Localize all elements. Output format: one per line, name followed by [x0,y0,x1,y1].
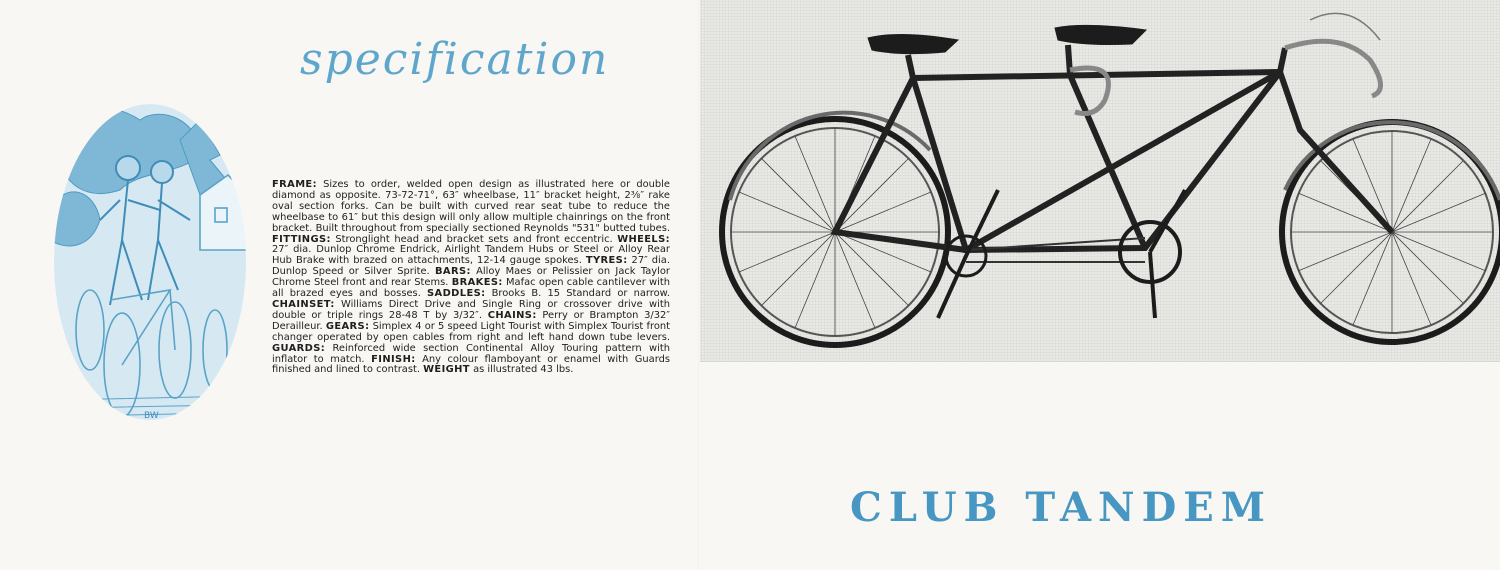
spec-text: 27″ dia. Dunlop Speed or Silver Sprite. [272,255,670,278]
spec-label: FRAME: [272,179,317,190]
spec-text: Mafac open cable cantilever with all brazed eyes and bosses. [272,277,670,300]
spec-text: Simplex 4 or 5 speed Light Tourist with Simplex Tourist front changer operated by open cables from right and left hand down tube levers. [272,320,670,343]
spec-label: TYRES: [585,255,628,267]
spec-label: SADDLES: [427,288,486,300]
spec-text: Alloy Maes or Pelissier on Jack Taylor Chrome Steel front and rear Stems. [272,266,670,289]
spec-text: as illustrated 43 lbs. [469,364,574,376]
spec-text: Any colour flamboyant or enamel with Guards finished and lined to contrast. [272,353,670,376]
spec-label: GEARS: [325,320,370,332]
spec-label: FINISH: [371,353,416,365]
spec-text: Stronglight head and bracket sets and front eccentric. [330,233,618,245]
specification-text [272,180,670,376]
spec-text: 27″ dia. Dunlop Chrome Endrick, Airlight Tandem Hubs or Steel or Alloy Rear Hub Brake with brazed on attachments, 12-14 gauge spokes. [272,244,670,267]
spec-text: Brooks B. 15 Standard or narrow. [485,288,670,300]
spec-label: BRAKES: [451,277,503,289]
spec-label: WEIGHT [423,364,470,376]
tandem-photo [700,0,1500,362]
model-title: CLUB TANDEM [850,484,1273,531]
tandem-bicycle-image [700,0,1500,362]
spec-label: GUARDS: [272,342,326,354]
spec-label: FITTINGS: [272,233,331,245]
illustration-signature: BW [144,411,159,421]
spec-label: BARS: [435,266,471,278]
specification-heading: specification [300,34,610,85]
spec-text: Sizes to order, welded open design as illustrated here or double diamond as opposite. 73-72-71°, 63″ wheelbase, 11″ bracket height, 2⅜″ rake oval section forks. Can be built with curved rear seat tube to reduce the wheelbase to 61″ but this design will only allow multiple chainrings on the front bracket. Built throughout from specially sectioned Reynolds "531" butted tubes. [272,179,670,234]
spec-text: Perry or Brampton 3/32″ Derailleur. [272,309,671,332]
spec-label: CHAINSET: [272,298,335,310]
spec-text: Reinforced wide section Continental Alloy Touring pattern with inflator to match. [272,342,670,365]
spec-label: CHAINS: [487,309,537,321]
spec-label: WHEELS: [617,233,670,245]
tandem-riders-illustration [50,100,250,425]
spec-text: Williams Direct Drive and Single Ring or crossover drive with double or triple rings 28-48 T by 3/32″. [272,298,670,321]
